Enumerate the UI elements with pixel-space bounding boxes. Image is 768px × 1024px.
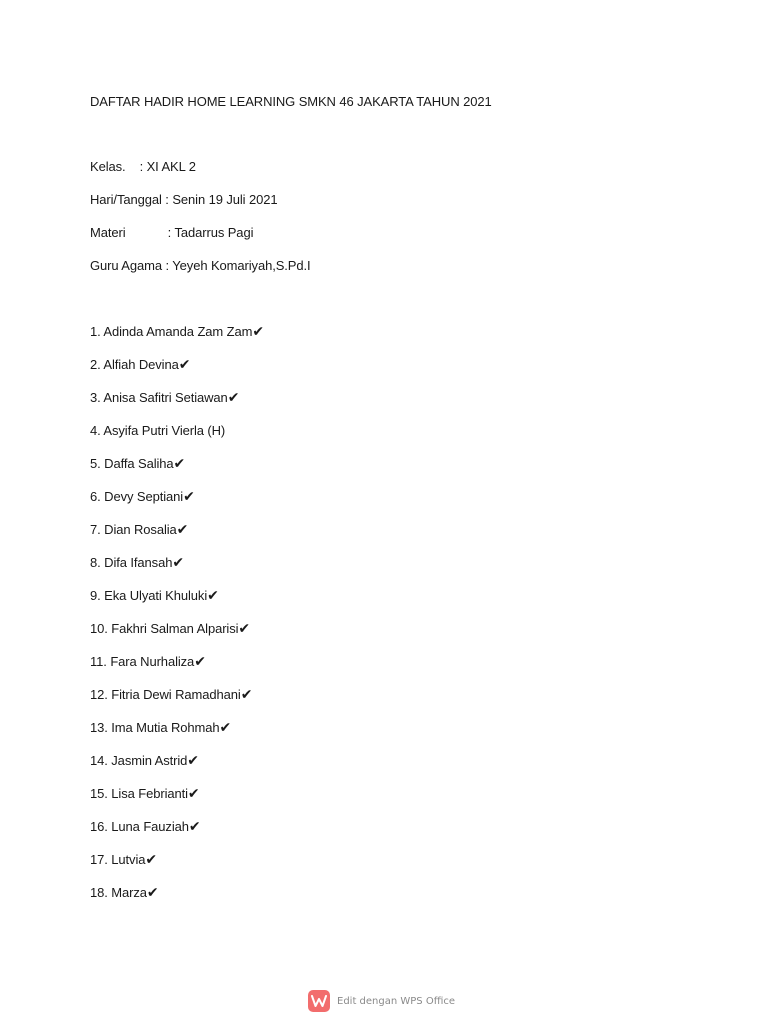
list-item	[90, 719, 264, 752]
meta-kelas: Kelas. : XI AKL 2	[90, 159, 196, 174]
list-item	[90, 554, 264, 587]
student-name: 2. Alfiah Devina	[90, 357, 179, 372]
student-name: 4. Asyifa Putri Vierla (H)	[90, 423, 226, 438]
check-icon: ✔	[188, 818, 201, 834]
list-item	[90, 884, 264, 917]
wps-edit-banner[interactable]	[308, 990, 455, 1012]
list-item	[90, 488, 264, 521]
check-icon: ✔	[227, 389, 240, 405]
list-item	[90, 785, 264, 818]
check-icon: ✔	[219, 719, 232, 735]
check-icon: ✔	[187, 785, 200, 801]
check-icon: ✔	[207, 587, 219, 603]
wps-office-icon[interactable]	[308, 990, 330, 1012]
check-icon: ✔	[176, 521, 189, 537]
student-name: 14. Jasmin Astrid	[90, 753, 188, 768]
check-icon: ✔	[240, 686, 253, 702]
check-icon: ✔	[252, 323, 264, 339]
check-icon: ✔	[173, 455, 186, 471]
list-item	[90, 323, 264, 356]
list-item	[90, 389, 264, 422]
list-item	[90, 851, 264, 884]
student-name: 8. Difa Ifansah	[90, 555, 173, 570]
list-item	[90, 620, 264, 653]
meta-hari-tanggal: Hari/Tanggal : Senin 19 Juli 2021	[90, 192, 278, 207]
document-title: DAFTAR HADIR HOME LEARNING SMKN 46 JAKARTA TAHUN 2021	[90, 94, 492, 109]
list-item	[90, 422, 264, 455]
check-icon: ✔	[187, 752, 199, 768]
student-name: 11. Fara Nurhaliza	[90, 654, 195, 669]
wps-edit-link[interactable]: Edit dengan WPS Office	[337, 995, 456, 1007]
list-item	[90, 686, 264, 719]
list-item	[90, 818, 264, 851]
check-icon: ✔	[238, 620, 251, 636]
student-name: 13. Ima Mutia Rohmah	[90, 720, 220, 735]
list-item	[90, 752, 264, 785]
student-name: 16. Luna Fauziah	[90, 819, 189, 834]
list-item	[90, 653, 264, 686]
check-icon: ✔	[183, 488, 195, 504]
student-name: 9. Eka Ulyati Khuluki	[90, 588, 208, 603]
student-name: 10. Fakhri Salman Alparisi	[90, 621, 239, 636]
attendance-list	[90, 323, 264, 917]
student-name: 1. Adinda Amanda Zam Zam	[90, 324, 253, 339]
student-name: 15. Lisa Febrianti	[90, 786, 188, 801]
student-name: 18. Marza	[90, 885, 147, 900]
student-name: 7. Dian Rosalia	[90, 522, 177, 537]
check-icon: ✔	[145, 851, 158, 867]
check-icon: ✔	[194, 653, 206, 669]
student-name: 12. Fitria Dewi Ramadhani	[90, 687, 241, 702]
list-item	[90, 587, 264, 620]
list-item	[90, 521, 264, 554]
check-icon: ✔	[172, 554, 184, 570]
meta-materi: Materi : Tadarrus Pagi	[90, 225, 254, 240]
check-icon: ✔	[178, 356, 191, 372]
student-name: 3. Anisa Safitri Setiawan	[90, 390, 228, 405]
list-item	[90, 356, 264, 389]
list-item	[90, 455, 264, 488]
check-icon: ✔	[146, 884, 159, 900]
meta-guru-agama: Guru Agama : Yeyeh Komariyah,S.Pd.I	[90, 258, 311, 273]
student-name: 5. Daffa Saliha	[90, 456, 174, 471]
student-name: 17. Lutvia	[90, 852, 146, 867]
student-name: 6. Devy Septiani	[90, 489, 184, 504]
